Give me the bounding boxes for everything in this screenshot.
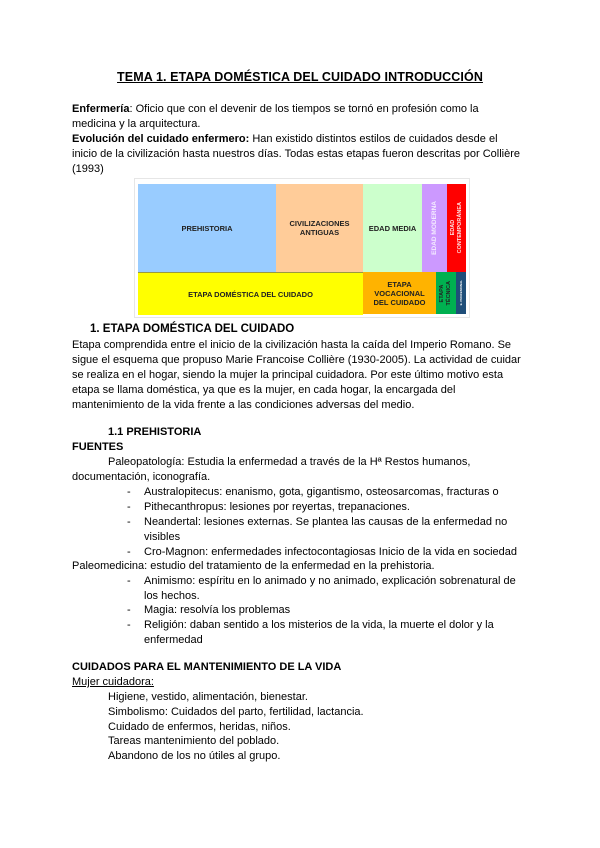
cuidados-item: Tareas mantenimiento del poblado. [108,735,280,747]
enfermeria-definition-cont: medicina y la arquitectura. [72,118,201,130]
section-1-line: mantenimiento de la vida frente a las condiciones adversas del medio. [72,399,415,411]
diagram-cell-edad-media: EDAD MEDIA [363,184,422,272]
evolucion-term: Evolución del cuidado enfermero: [72,133,250,145]
fuentes-heading: FUENTES [72,441,124,453]
list-item-religion-cont: enfermedad [144,634,203,646]
list-item-neandertal-cont: visibles [144,531,181,543]
section-1-line: sigue el esquema que propuso Marie Francoise Collière (1930-2005). La actividad de cuidar [72,354,521,366]
cuidados-item: Abandono de los no útiles al grupo. [108,750,281,762]
bullet-dash: - [127,486,131,498]
section-1-line: etapa se llama doméstica, ya que es la mujer, en cada hogar, la encargada del [72,384,456,396]
list-item-religion: Religión: daban sentido a los misterios de la vida, la muerte el dolor y la [144,619,494,631]
section-1-1-heading: 1.1 PREHISTORIA [108,426,202,438]
paleopatologia-line: Paleopatología: Estudia la enfermedad a través de la Hª Restos humanos, [108,456,471,468]
bullet-dash: - [127,516,131,528]
list-item-australopitecus: Australopitecus: enanismo, gota, gigantismo, osteosarcomas, fracturas o [144,486,499,498]
mujer-cuidadora-subheading: Mujer cuidadora: [72,676,154,688]
list-item-animismo: Animismo: espíritu en lo animado y no animado, explicación sobrenatural de [144,575,516,587]
bullet-dash: - [127,604,131,616]
section-1-heading: 1. ETAPA DOMÉSTICA DEL CUIDADO [90,323,295,335]
care-stages-diagram [134,178,470,318]
enfermeria-definition: Enfermería: Oficio que con el devenir de los tiempos se tornó en profesión como la [72,103,479,115]
diagram-cell-etapa-tecnica: ETAPA TÉCNICA [436,272,456,314]
diagram-cell-prehistoria: PREHISTORIA [138,184,276,272]
list-item-neandertal: Neandertal: lesiones externas. Se plantea las causas de la enfermedad no [144,516,508,528]
document-title: TEMA 1. ETAPA DOMÉSTICA DEL CUIDADO INTRODUCCIÓN [117,70,483,84]
diagram-cell-civilizaciones: CIVILIZACIONES ANTIGUAS [276,184,363,272]
diagram-cell-etapa-domestica: ETAPA DOMÉSTICA DEL CUIDADO [138,272,363,315]
paleomedicina-line: Paleomedicina: estudio del tratamiento de la enfermedad en la prehistoria. [72,560,435,572]
list-item-animismo-cont: los hechos. [144,590,200,602]
bullet-dash: - [127,501,131,513]
evolucion-paragraph: Evolución del cuidado enfermero: Han existido distintos estilos de cuidados desde el [72,133,498,145]
diagram-cell-etapa-vocacional: ETAPA VOCACIONAL DEL CUIDADO [363,272,436,314]
list-item-cro-magnon: Cro-Magnon: enfermedades infectocontagiosas Inicio de la vida en sociedad [144,546,518,558]
evolucion-line-3: (1993) [72,163,104,175]
evolucion-line-2: inicio de la civilización hasta nuestros días. Todas estas etapas fueron descritas por Collière [72,148,520,160]
enfermeria-term: Enfermería [72,103,130,115]
bullet-dash: - [127,575,131,587]
list-item-magia: Magia: resolvía los problemas [144,604,291,616]
cuidados-item: Cuidado de enfermos, heridas, niños. [108,721,291,733]
diagram-cell-edad-moderna: EDAD MODERNA [422,184,447,272]
diagram-cell-edad-contemporanea: EDAD CONTEMPORÁNEA [447,184,466,272]
diagram-cell-etapa-profesional: E. PROFESIONAL [456,272,466,314]
section-1-line: Etapa comprendida entre el inicio de la civilización hasta la caída del Imperio Romano. Se [72,339,512,351]
cuidados-item: Higiene, vestido, alimentación, bienestar. [108,691,308,703]
section-1-line: se realiza en el hogar, siendo la mujer la principal cuidadora. Por este último motivo esta [72,369,504,381]
paleopatologia-line-2: documentación, iconografía. [72,471,211,483]
bullet-dash: - [127,546,131,558]
cuidados-item: Simbolismo: Cuidados del parto, fertilidad, lactancia. [108,706,364,718]
cuidados-heading: CUIDADOS PARA EL MANTENIMIENTO DE LA VIDA [72,661,342,673]
list-item-pithecanthropus: Pithecanthropus: lesiones por reyertas, trepanaciones. [144,501,410,513]
bullet-dash: - [127,619,131,631]
